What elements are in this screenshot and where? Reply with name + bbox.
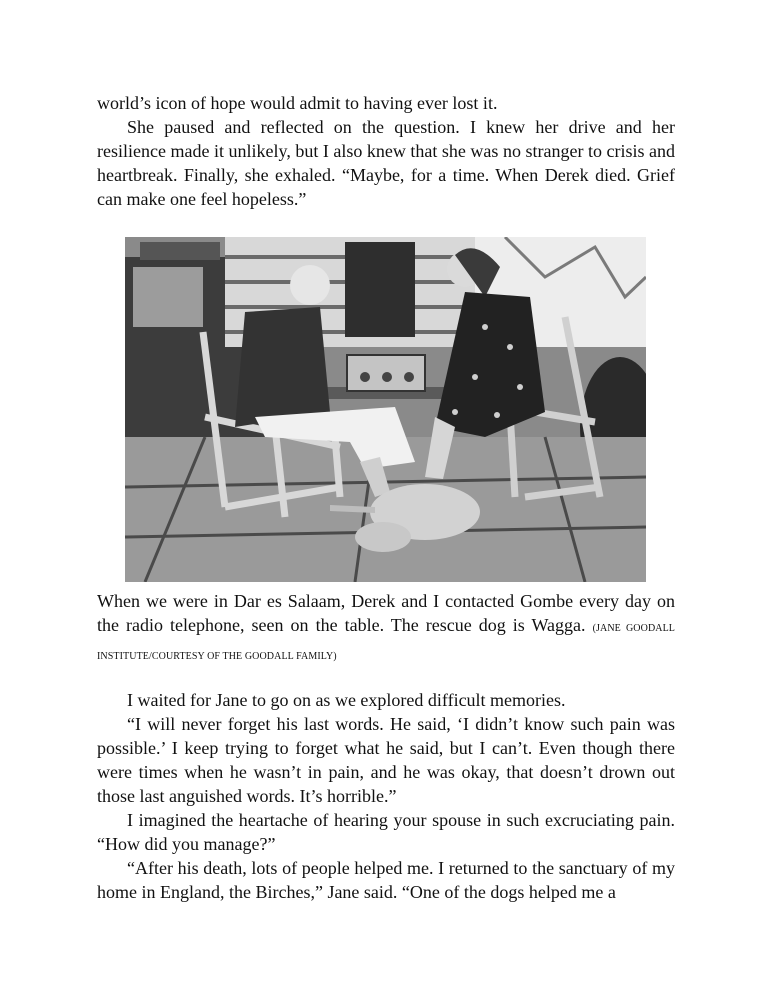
- paragraph: “After his death, lots of people helped me. I returned to the sanctuary of my home in England, the Birches,” Jane said. “One of the dogs helped me a: [97, 858, 675, 902]
- top-text-block: [97, 91, 675, 211]
- photograph-radio-telephone: [125, 237, 646, 582]
- paragraph: I imagined the heartache of hearing your spouse in such excruciating pain. “How did you manage?”: [97, 810, 675, 854]
- photo-illustration: [125, 237, 646, 582]
- photo-credit: (JANE GOODALL INSTITUTE/COURTESY OF THE GOODALL FAMILY): [97, 623, 676, 662]
- paragraph: She paused and reflected on the question. I knew her drive and her resilience made it unlikely, but I also knew that she was no stranger to crisis and heartbreak. Finally, she exhaled. “Maybe, for a time. When Derek died. Grief can make one feel hopeless.”: [97, 117, 675, 209]
- paragraph: I waited for Jane to go on as we explored difficult memories.: [127, 690, 566, 710]
- paragraph-continuation: world’s icon of hope would admit to having ever lost it.: [97, 93, 498, 113]
- bottom-text-block: [97, 688, 675, 904]
- photo-caption: [97, 589, 675, 669]
- caption-text: When we were in Dar es Salaam, Derek and I contacted Gombe every day on the radio telephone, seen on the table. The rescue dog is Wagga.: [97, 591, 675, 635]
- paragraph: “I will never forget his last words. He said, ‘I didn’t know such pain was possible.’ I keep trying to forget what he said, but I can’t. Even though there were times when he wasn’t in pain, and he was okay, that doesn’t drown out those last anguished words. It’s horrible.”: [97, 714, 675, 806]
